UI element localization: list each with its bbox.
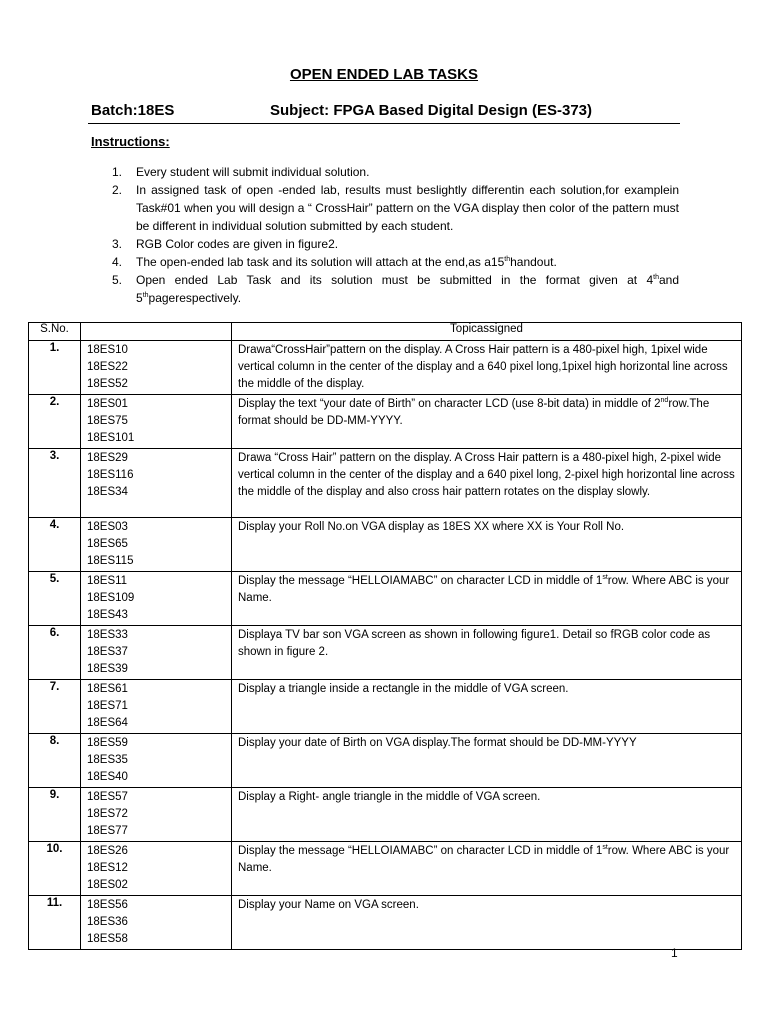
student-id: 18ES02 <box>87 879 128 891</box>
student-id: 18ES36 <box>87 916 128 928</box>
text-segment: Display your Roll No.on VGA display as 18ES XX where XX is Your Roll No. <box>238 521 625 533</box>
header-ids <box>81 323 232 341</box>
student-id: 18ES58 <box>87 933 128 945</box>
serial-number: 11. <box>29 896 81 950</box>
student-id: 18ES03 <box>87 521 128 533</box>
student-id: 18ES11 <box>87 575 128 587</box>
student-id: 18ES12 <box>87 862 128 874</box>
student-ids <box>81 626 232 680</box>
text-segment: Display the message “HELLOIAMABC” on character LCD in middle of 1 <box>238 575 603 587</box>
student-id: 18ES33 <box>87 629 128 641</box>
serial-number: 6. <box>29 626 81 680</box>
serial-number: 8. <box>29 734 81 788</box>
header-sno: S.No. <box>29 323 81 341</box>
topic-assigned <box>232 626 742 680</box>
student-ids <box>81 572 232 626</box>
topic-assigned <box>232 572 742 626</box>
student-id: 18ES52 <box>87 378 128 390</box>
student-ids <box>81 788 232 842</box>
task-table <box>28 322 742 950</box>
topic-assigned <box>232 449 742 518</box>
header-topic: Topicassigned <box>232 323 742 341</box>
table-row <box>29 788 742 842</box>
student-id: 18ES101 <box>87 432 135 444</box>
document-title: OPEN ENDED LAB TASKS <box>289 66 479 83</box>
instruction-item <box>112 163 679 181</box>
student-ids <box>81 449 232 518</box>
serial-number: 3. <box>29 449 81 518</box>
instruction-number: 5. <box>112 273 123 287</box>
topic-assigned <box>232 395 742 449</box>
table-row <box>29 449 742 518</box>
text-segment: and 5 <box>136 273 679 305</box>
student-id: 18ES22 <box>87 361 128 373</box>
table-row <box>29 896 742 950</box>
student-id: 18ES71 <box>87 700 128 712</box>
instructions-list <box>112 163 679 307</box>
superscript-text: nd <box>660 397 669 404</box>
serial-number: 9. <box>29 788 81 842</box>
batch-label: Batch:18ES <box>91 102 175 119</box>
topic-assigned <box>232 518 742 572</box>
instruction-text <box>136 163 679 181</box>
instruction-number: 4. <box>112 255 123 269</box>
student-id: 18ES109 <box>87 592 135 604</box>
student-id: 18ES115 <box>87 555 134 567</box>
text-segment: Drawa “Cross Hair” pattern on the display. A Cross Hair pattern is a 480-pixel high, 2-pixel wide vertical column in the center of the display and a 640 pixel long, 2-pixel high horizontal line across the middle of the display and also cross hair pattern rotates on the display slowly. <box>238 452 735 498</box>
student-id: 18ES56 <box>87 899 128 911</box>
instruction-text <box>136 181 679 235</box>
table-row <box>29 518 742 572</box>
superscript-text: th <box>653 274 659 281</box>
student-id: 18ES29 <box>87 452 128 464</box>
instruction-item <box>112 271 679 307</box>
student-id: 18ES72 <box>87 808 128 820</box>
topic-assigned <box>232 842 742 896</box>
instruction-text <box>136 235 679 253</box>
topic-assigned <box>232 788 742 842</box>
text-segment: row. Where ABC is your Name. <box>238 575 730 604</box>
table-row <box>29 626 742 680</box>
instruction-number: 2. <box>112 183 123 197</box>
text-segment: Display the text “your date of Birth” on character LCD (use 8-bit data) in middle of 2 <box>238 398 661 410</box>
student-ids <box>81 395 232 449</box>
table-header-row <box>29 323 742 341</box>
instructions-heading: Instructions: <box>91 134 170 149</box>
table-row <box>29 842 742 896</box>
page-number: 1 <box>671 946 678 960</box>
serial-number: 4. <box>29 518 81 572</box>
serial-number: 10. <box>29 842 81 896</box>
student-id: 18ES64 <box>87 717 128 729</box>
student-id: 18ES75 <box>87 415 128 427</box>
superscript-text: st <box>602 844 608 851</box>
student-ids <box>81 734 232 788</box>
table-row <box>29 734 742 788</box>
student-id: 18ES43 <box>87 609 128 621</box>
student-ids <box>81 341 232 395</box>
text-segment: pagerespectively. <box>148 291 242 305</box>
student-ids <box>81 842 232 896</box>
topic-assigned <box>232 680 742 734</box>
instruction-item <box>112 253 679 271</box>
student-ids <box>81 896 232 950</box>
text-segment: Open ended Lab Task and its solution must be submitted in the format given at 4 <box>136 273 654 287</box>
instruction-text <box>136 253 679 271</box>
student-id: 18ES34 <box>87 486 128 498</box>
instruction-text <box>136 271 679 307</box>
serial-number: 7. <box>29 680 81 734</box>
text-segment: The open-ended lab task and its solution will attach at the end,as a15 <box>136 255 505 269</box>
student-id: 18ES40 <box>87 771 128 783</box>
table-row <box>29 341 742 395</box>
text-segment: Display a Right- angle triangle in the middle of VGA screen. <box>238 791 541 803</box>
topic-assigned <box>232 341 742 395</box>
student-id: 18ES65 <box>87 538 128 550</box>
serial-number: 1. <box>29 341 81 395</box>
superscript-text: th <box>504 256 511 263</box>
subject-label: Subject: FPGA Based Digital Design (ES-373) <box>270 102 593 119</box>
student-id: 18ES116 <box>87 469 134 481</box>
instruction-number: 3. <box>112 237 123 251</box>
student-id: 18ES57 <box>87 791 128 803</box>
text-segment: Display the message “HELLOIAMABC” on character LCD in middle of 1 <box>238 845 603 857</box>
serial-number: 5. <box>29 572 81 626</box>
text-segment: Display your date of Birth on VGA display.The format should be DD-MM-YYYY <box>238 737 637 749</box>
text-segment: Drawa“CrossHair”pattern on the display. A Cross Hair pattern is a 480-pixel high, 1pixel wide vertical column in the center of the display and a 640 pixel long,1pixel high horizontal line across the middle of the display. <box>238 344 728 390</box>
topic-assigned <box>232 734 742 788</box>
instruction-item <box>112 181 679 235</box>
text-segment: In assigned task of open -ended lab, results must beslightly differentin each solution,for examplein Task#01 when you will design a “ CrossHair” pattern on the VGA display then color of the pattern must be different in individual solution submitted by each student. <box>136 183 679 233</box>
student-id: 18ES77 <box>87 825 128 837</box>
instruction-item <box>112 235 679 253</box>
table-row <box>29 680 742 734</box>
superscript-text: st <box>602 574 608 581</box>
task-table-body <box>29 341 742 950</box>
topic-assigned <box>232 896 742 950</box>
student-ids <box>81 518 232 572</box>
text-segment: row.The format should be DD-MM-YYYY. <box>238 398 710 427</box>
student-id: 18ES59 <box>87 737 128 749</box>
text-segment: Display your Name on VGA screen. <box>238 899 419 911</box>
student-id: 18ES35 <box>87 754 128 766</box>
superscript-text: th <box>142 292 149 299</box>
text-segment: handout. <box>510 255 557 269</box>
header-divider <box>88 123 680 124</box>
text-segment: row. Where ABC is your Name. <box>238 845 730 874</box>
text-segment: RGB Color codes are given in figure2. <box>136 237 339 251</box>
text-segment: Display a triangle inside a rectangle in the middle of VGA screen. <box>238 683 569 695</box>
student-id: 18ES01 <box>87 398 128 410</box>
serial-number: 2. <box>29 395 81 449</box>
instruction-number: 1. <box>112 165 123 179</box>
student-id: 18ES26 <box>87 845 128 857</box>
student-id: 18ES39 <box>87 663 128 675</box>
student-id: 18ES61 <box>87 683 128 695</box>
text-segment: Every student will submit individual solution. <box>136 165 370 179</box>
text-segment: Displaya TV bar son VGA screen as shown in following figure1. Detail so fRGB color code as shown in figure 2. <box>238 629 711 658</box>
student-id: 18ES10 <box>87 344 128 356</box>
table-row <box>29 395 742 449</box>
table-row <box>29 572 742 626</box>
student-id: 18ES37 <box>87 646 128 658</box>
student-ids <box>81 680 232 734</box>
